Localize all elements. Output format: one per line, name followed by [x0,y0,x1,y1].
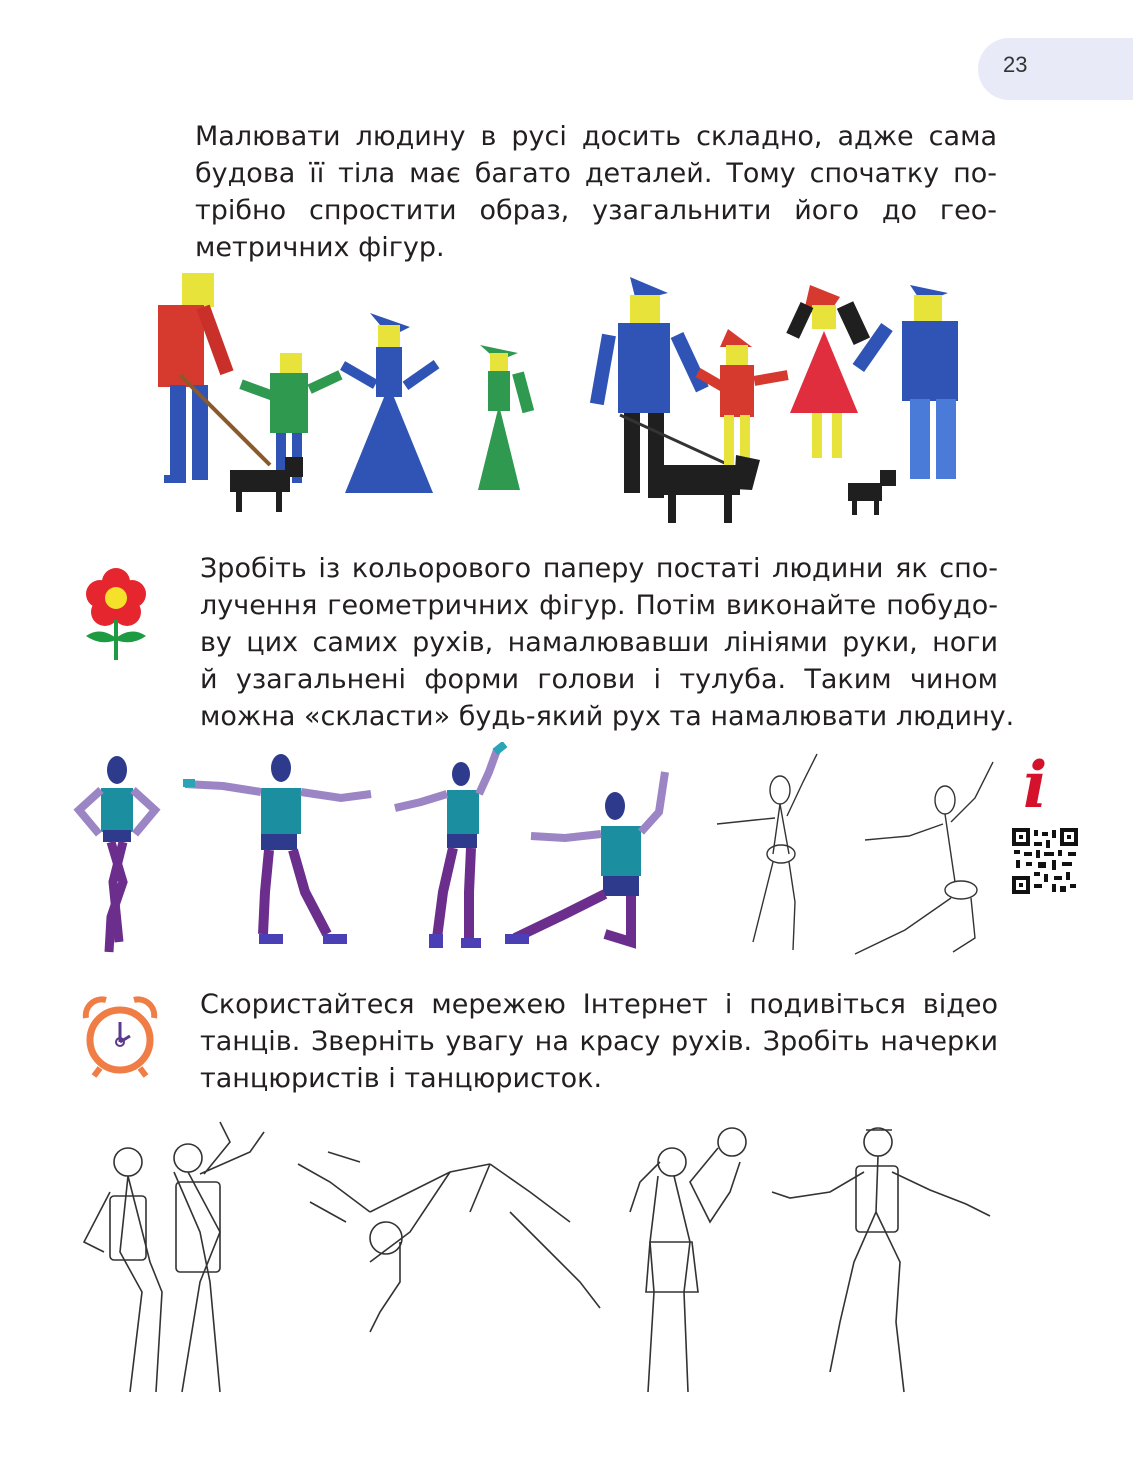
stick-figure-sketch-2 [855,762,993,954]
task-line: можна «скласти» будь-який рух та намалювати людину. [200,701,1015,732]
intro-line: трібно спростити образ, узагальнити його до гео- [195,195,997,226]
sketch-male-dancer [772,1128,990,1392]
homework-line: танців. Зверніть увагу на красу рухів. Зробіть начерки [200,1026,998,1057]
task-line: ву цих самих рухів, намалювавши лініями руки, ноги [200,627,998,658]
figure-dog-right [660,455,760,523]
task-line: лучення геометричних фігур. Потім виконайте побудо- [200,590,998,621]
dancer-figure-4 [505,772,665,944]
dancer-sketches-illustration [70,1112,1000,1412]
task-paragraph [200,550,1015,735]
sketch-dancing-couple [84,1122,264,1392]
figure-child-red [696,329,789,465]
figure-cat [848,470,896,515]
homework-line: Скористайтеся мережею Інтернет і подивіться відео [200,989,998,1020]
figure-man-red [158,273,270,483]
homework-line: танцюристів і танцюристок. [200,1063,603,1094]
qr-code-icon[interactable] [1012,828,1078,894]
intro-line: Малювати людину в русі досить складно, адже сама [195,121,997,152]
dancer-figure-2 [183,754,371,944]
figure-man-blue-right [853,285,958,479]
figure-woman-blue [340,313,439,493]
task-line: Зробіть із кольорового паперу постаті людини як спо- [200,553,998,584]
movement-figures-illustration [65,742,1005,967]
dancer-figure-1 [79,756,155,952]
figure-girl-red [786,285,870,458]
page-number: 23 [1003,52,1028,77]
intro-line: метричних фігур. [195,232,445,263]
sketch-woman-tambourine [630,1128,746,1392]
page-number-tab [978,38,1133,100]
info-icon: i [1023,748,1048,823]
flower-icon [80,568,152,660]
intro-paragraph [195,118,997,266]
geometric-figures-illustration [140,265,980,530]
task-line: й узагальнені форми голови і тулуба. Таким чином [200,664,998,695]
figure-dog-left [230,457,303,512]
homework-paragraph [200,986,998,1097]
sketch-acrobatic-dancer [298,1152,600,1332]
dancer-figure-3 [395,744,505,948]
figure-woman-green [478,345,534,490]
stick-figure-sketch-1 [717,754,817,950]
alarm-clock-icon [80,996,160,1078]
intro-line: будова її тіла має багато деталей. Тому спочатку по- [195,158,997,189]
